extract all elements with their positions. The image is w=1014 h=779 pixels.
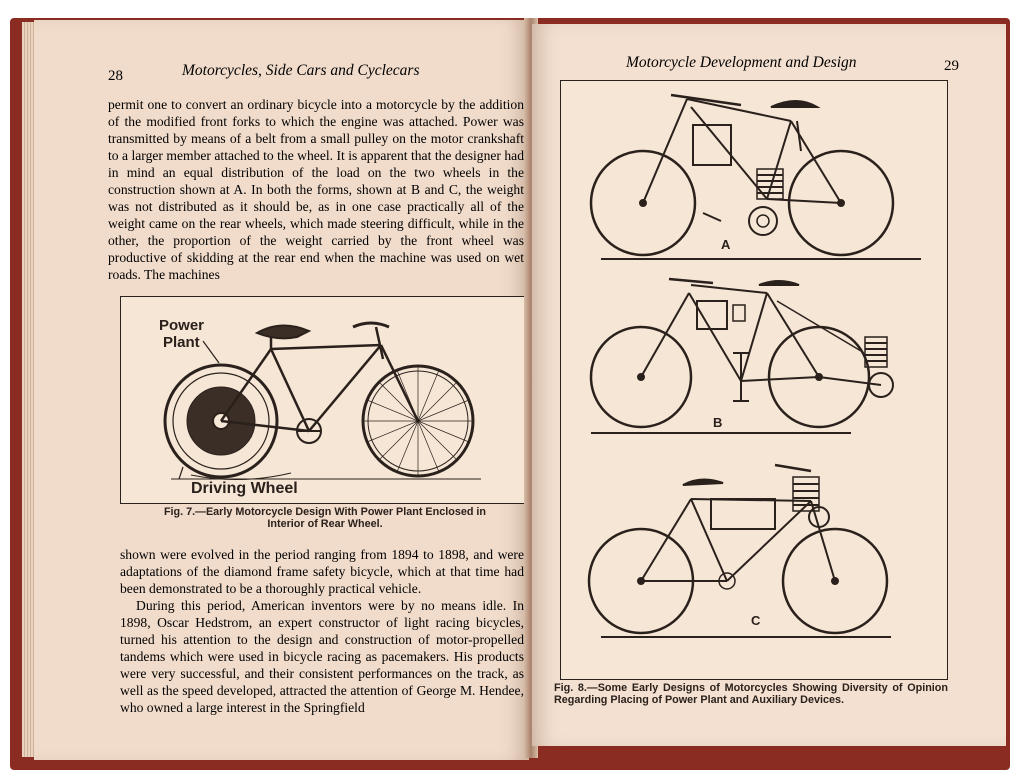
motorcycle-design-b [591,279,893,433]
figure-7-label-power: Power [159,317,205,334]
figure-8-caption: Fig. 8.—Some Early Designs of Motorcycles Showing Diversity of Opinion Regarding Placing of Power Plant and Auxiliary Devices. [554,682,948,706]
left-top-paragraph [108,96,524,286]
caption-line-1: Fig. 7.—Early Motorcycle Design With Power Plant Enclosed in [163,506,487,518]
figure-8-label-a: A [721,237,731,252]
figure-8-illustration [561,81,947,679]
page-edges [22,22,34,757]
paragraph-text: shown were evolved in the period ranging from 1894 to 1898, and were adaptations of the diamond frame safety bicycle, which at that time had been demonstrated to be a thoroughly practical vehicle. [120,547,524,596]
motorcycle-design-c [589,465,891,637]
figure-7-label-plant: Plant [163,334,200,351]
figure-7-caption [126,507,524,530]
left-running-head: Motorcycles, Side Cars and Cyclecars [182,62,420,79]
right-running-head: Motorcycle Development and Design [626,54,857,71]
figure-7 [120,296,525,504]
figure-8 [560,80,948,680]
paragraph-text: permit one to convert an ordinary bicycle into a motorcycle by the addition of the modified front forks to which the engine was attached. Power was transmitted by means of a belt from a small pulley on the motor crankshaft to a larger member attached to the wheel. It is apparent that the designer had in mind an equal distribution of the load on the two wheels in the construction shown at A. In both the forms, shown at B and C, the weight was not distributed as it should be, as in one case practically all of the weight came on the rear wheels, which made steering difficult, while in the other, the proportion of the weight carried by the front wheel was productive of skidding at the rear end when the machine was used on wet roads. The machines [108,97,524,282]
figure-7-illustration [121,297,524,503]
figure-7-label-driving-wheel: Driving Wheel [191,480,298,497]
paragraph-text: During this period, American inventors were by no means idle. In 1898, Oscar Hedstrom, an expert constructor of light racing bicycles, turned his attention to the design and construction of motor-propelled tandems which were used in bicycle racing as pacemakers. His products were very successful, and their consistent performances on the track, as well as the speed developed, attracted the attention of George M. Hendee, who owned a large interest in the Springfield [120,598,524,715]
figure-8-label-b: B [713,415,723,430]
left-bottom-text [120,546,524,716]
left-page-number: 28 [108,68,123,84]
caption-line-2: Interior of Rear Wheel. [267,517,383,530]
motorcycle-design-a [591,95,921,259]
right-page-number: 29 [944,58,959,74]
figure-8-label-c: C [751,613,761,628]
